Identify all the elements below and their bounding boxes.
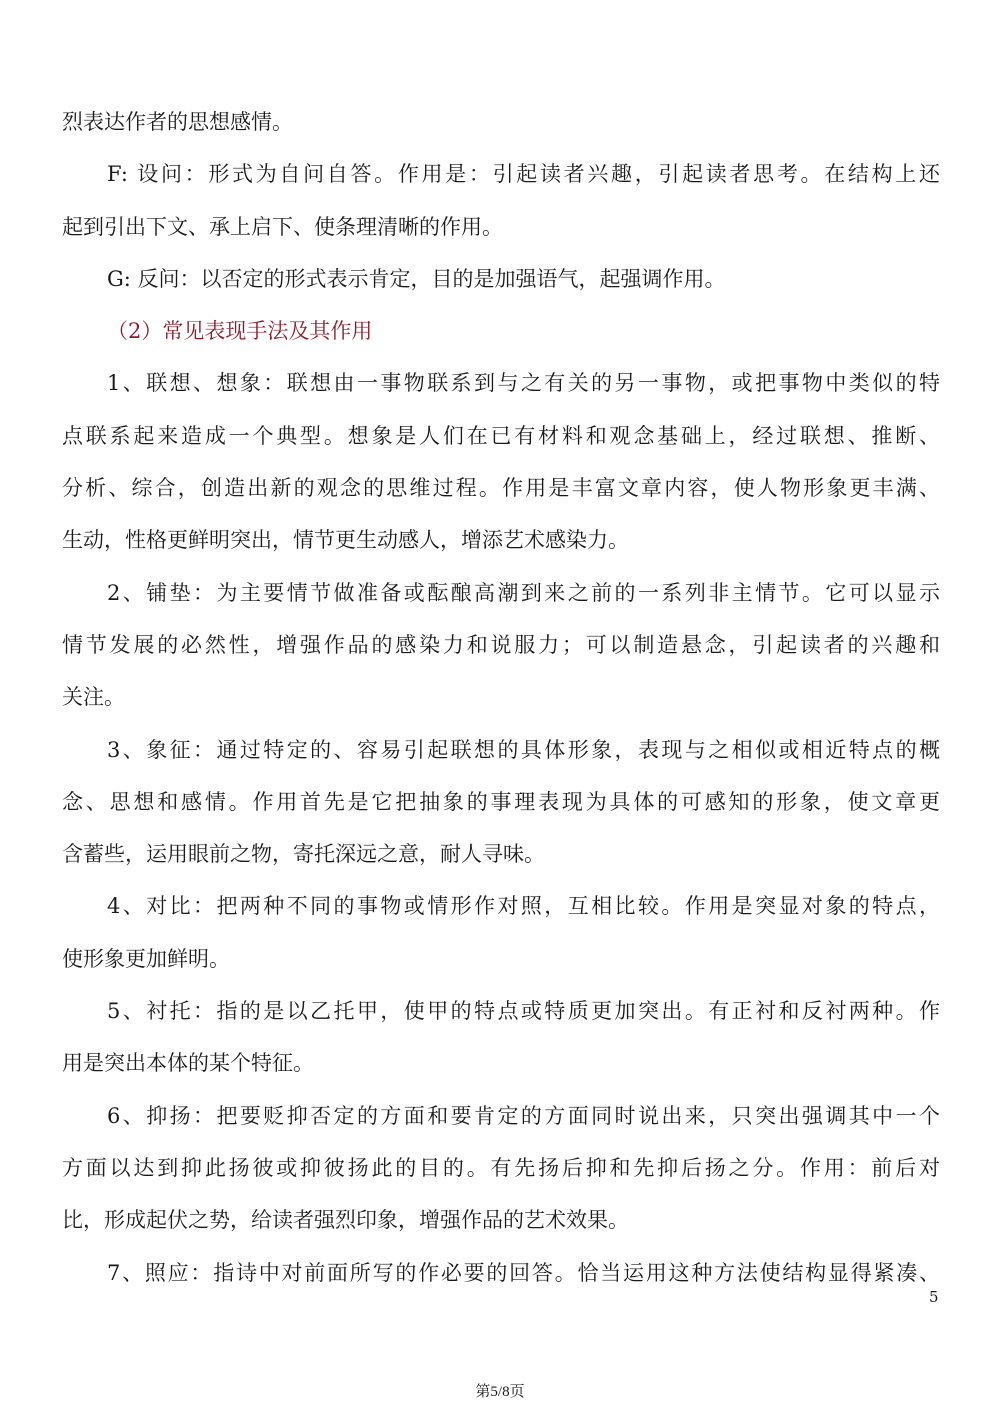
section-heading: （2）常见表现手法及其作用: [107, 319, 373, 344]
text-line: G: 反问：以否定的形式表示肯定，目的是加强语气，起强调作用。: [107, 266, 726, 291]
text-line: 使形象更加鲜明。: [62, 946, 230, 971]
text-line: 3、象征：通过特定的、容易引起联想的具体形象，表现与之相似或相近特点的概: [107, 737, 940, 762]
text-line: 2、铺垫：为主要情节做准备或酝酿高潮到来之前的一系列非主情节。它可以显示: [107, 580, 940, 605]
text-line: 方面以达到抑此扬彼或抑彼扬此的目的。有先扬后抑和先抑后扬之分。作用：前后对: [62, 1155, 940, 1180]
text-line: 含蓄些，运用眼前之物，寄托深远之意，耐人寻味。: [62, 842, 545, 867]
page-footer: 第5/8页: [475, 1384, 525, 1400]
text-line: 分析、综合，创造出新的观念的思维过程。作用是丰富文章内容，使人物形象更丰满、: [62, 476, 940, 501]
text-line: F: 设问：形式为自问自答。作用是：引起读者兴趣，引起读者思考。在结构上还: [107, 162, 940, 187]
text-line: 比，形成起伏之势，给读者强烈印象，增强作品的艺术效果。: [62, 1208, 629, 1233]
text-line: 情节发展的必然性，增强作品的感染力和说服力；可以制造悬念，引起读者的兴趣和: [62, 632, 940, 657]
text-line: 7、照应：指诗中对前面所写的作必要的回答。恰当运用这种方法使结构显得紧凑、: [107, 1260, 940, 1285]
text-line: 用是突出本体的某个特征。: [62, 1051, 314, 1076]
text-line: 6、抑扬：把要贬抑否定的方面和要肯定的方面同时说出来，只突出强调其中一个: [107, 1103, 940, 1128]
text-line: 念、思想和感情。作用首先是它把抽象的事理表现为具体的可感知的形象，使文章更: [62, 789, 940, 814]
document-body: [62, 100, 940, 1303]
text-line: 5、衬托：指的是以乙托甲，使甲的特点或特质更加突出。有正衬和反衬两种。作: [107, 999, 940, 1024]
text-line: 关注。: [62, 685, 125, 710]
text-line: 生动，性格更鲜明突出，情节更生动感人，增添艺术感染力。: [62, 528, 629, 553]
text-line: 起到引出下文、承上启下、使条理清晰的作用。: [62, 214, 503, 239]
text-line: 1、联想、想象：联想由一事物联系到与之有关的另一事物，或把事物中类似的特: [107, 371, 940, 396]
text-line: 4、对比：把两种不同的事物或情形作对照，互相比较。作用是突显对象的特点，: [107, 894, 940, 919]
page-number: 5: [929, 1288, 939, 1306]
text-line: 烈表达作者的思想感情。: [62, 110, 293, 134]
text-line: 点联系起来造成一个典型。想象是人们在已有材料和观念基础上，经过联想、推断、: [62, 423, 940, 448]
